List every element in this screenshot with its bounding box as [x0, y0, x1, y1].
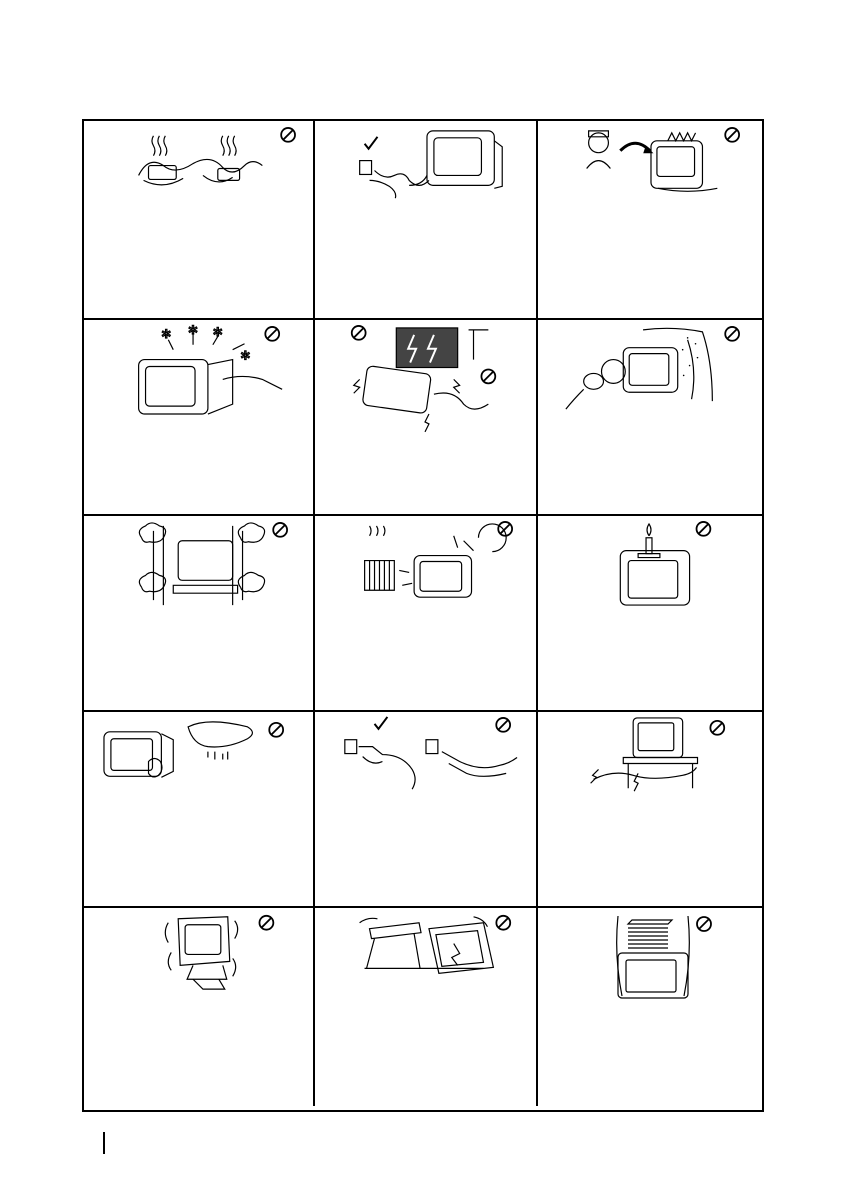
- prohibited-icon: [496, 718, 510, 732]
- prohibited-icon: [697, 522, 711, 536]
- prohibited-icon: [725, 128, 739, 142]
- panel-unstable-placement: [84, 908, 315, 1106]
- no-objects-inside-illustration: [84, 320, 313, 514]
- prohibited-icon: [481, 369, 495, 383]
- no-disassembly-illustration: [538, 121, 762, 318]
- svg-text:✲: ✲: [188, 322, 199, 337]
- prohibited-icon: [697, 917, 711, 931]
- panel-unplug-mains: [315, 121, 538, 320]
- panel-cleaning-no-liquid: [84, 712, 315, 908]
- overloaded-outlets-illustration: [84, 121, 313, 318]
- prohibited-icon: [710, 721, 724, 735]
- cord-damage-illustration: [538, 712, 762, 906]
- panel-tipping-stand: [315, 908, 538, 1106]
- tipping-stand-illustration: [315, 908, 536, 1106]
- panel-lightning-storm: [315, 320, 538, 516]
- prohibited-icon: [281, 128, 295, 142]
- panel-overloaded-outlets: [84, 121, 315, 320]
- svg-text:✲: ✲: [212, 324, 223, 339]
- prohibited-icon: [259, 916, 273, 930]
- checkmark-icon: [375, 717, 388, 729]
- prohibited-icon: [265, 327, 279, 341]
- panel-no-objects-inside: [84, 320, 315, 516]
- unplug-mains-illustration: [315, 121, 536, 318]
- cleaning-no-liquid-illustration: [84, 712, 313, 906]
- svg-text:✲: ✲: [240, 348, 251, 363]
- panel-no-disassembly: [538, 121, 762, 320]
- plug-handling-illustration: [315, 712, 536, 906]
- panel-no-moisture: [538, 320, 762, 516]
- prohibited-icon: [269, 723, 283, 737]
- panel-plug-handling: [315, 712, 538, 908]
- checkmark-icon: [365, 137, 378, 149]
- unstable-placement-illustration: [84, 908, 313, 1106]
- prohibited-icon: [725, 327, 739, 341]
- prohibited-icon: [496, 916, 510, 930]
- page-margin-bar: [103, 1132, 105, 1154]
- no-blocked-ventilation-illustration: [84, 516, 313, 710]
- prohibited-icon: [273, 523, 287, 537]
- no-moisture-illustration: [538, 320, 762, 514]
- panel-no-blocked-ventilation: [84, 516, 315, 712]
- panel-no-open-flames: [538, 516, 762, 712]
- panel-no-heavy-objects: [538, 908, 762, 1106]
- panel-no-heat-sources: [315, 516, 538, 712]
- no-open-flames-illustration: [538, 516, 762, 710]
- no-heavy-objects-illustration: [538, 908, 762, 1106]
- prohibited-icon: [352, 326, 366, 340]
- panel-cord-damage: [538, 712, 762, 908]
- no-heat-sources-illustration: [315, 516, 536, 710]
- lightning-storm-illustration: [315, 320, 536, 514]
- safety-illustration-grid: [82, 119, 764, 1112]
- svg-text:✲: ✲: [161, 326, 172, 341]
